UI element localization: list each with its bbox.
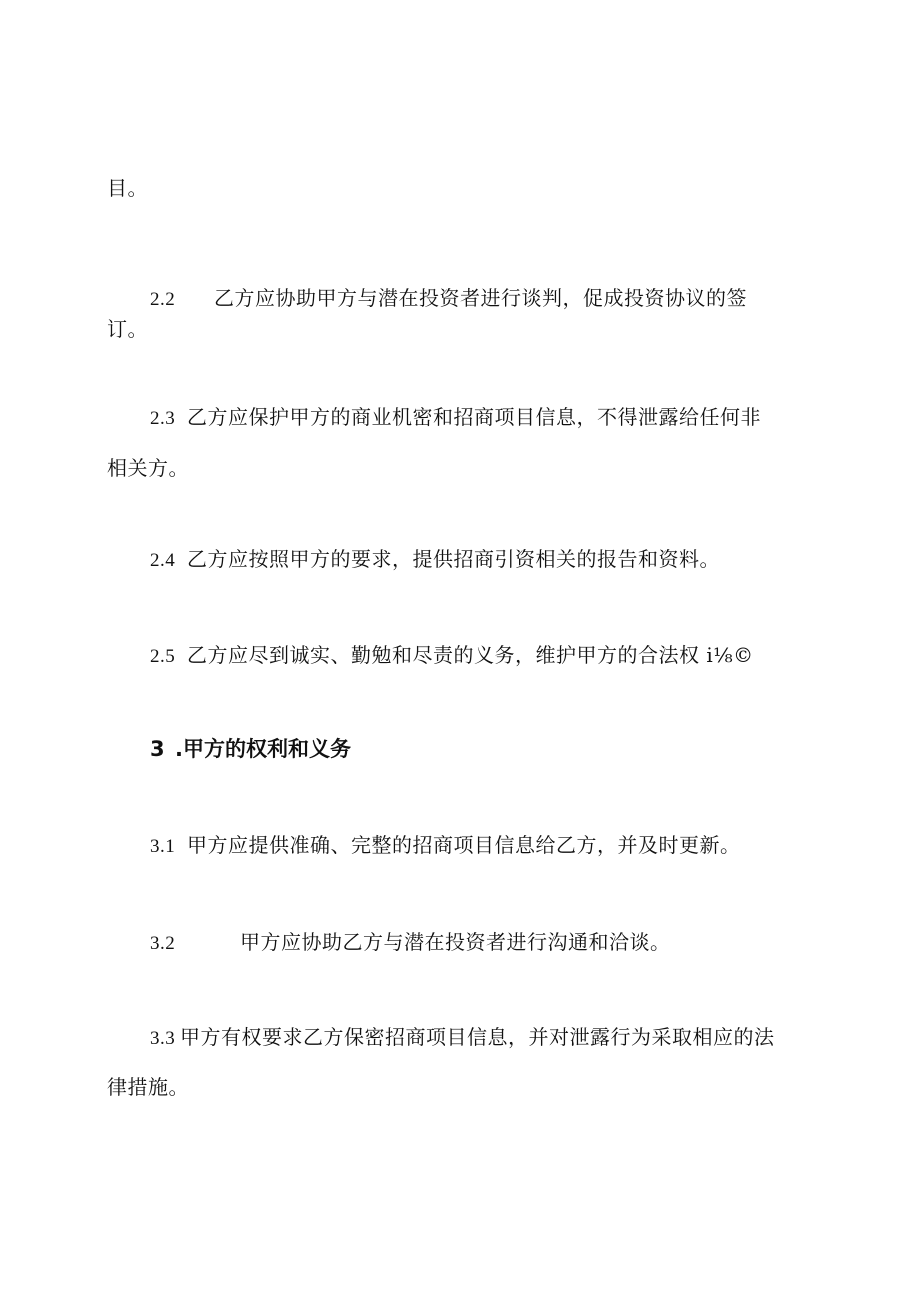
clause-2-5-line-1 [150,643,754,669]
clause-text-continued: 律措施。 [107,1075,189,1099]
section-3-heading [150,736,351,762]
clause-number: 2.2 [150,289,176,310]
clause-2-3-line-2 [107,456,189,480]
clause-3-1-line-1 [150,833,741,859]
clause-number: 3.1 [150,836,176,857]
clause-text: 甲方有权要求乙方保密招商项目信息，并对泄露行为采取相应的法 [180,1025,775,1049]
clause-text: 甲方应提供准确、完整的招商项目信息给乙方，并及时更新。 [187,833,741,857]
section-title: .甲方的权利和义务 [175,737,351,761]
clause-2-3-line-1 [150,405,761,431]
clause-3-3-line-2 [107,1075,189,1099]
clause-number: 2.4 [150,550,176,571]
clause-text: 甲方应协助乙方与潜在投资者进行沟通和洽谈。 [240,930,671,954]
clause-number: 3.3 [150,1028,176,1049]
clause-number: 3.2 [150,933,176,954]
clause-2-2-line-2 [107,317,148,341]
clause-text: 乙方应尽到诚实、勤勉和尽责的义务，维护甲方的合法权 i⅛© [187,643,754,667]
clause-text-continued: 订。 [107,317,148,341]
clause-2-4-line-1 [150,547,720,573]
paragraph-text: 目。 [107,176,148,200]
paragraph-tail [107,176,148,200]
clause-text: 乙方应按照甲方的要求，提供招商引资相关的报告和资料。 [187,547,720,571]
clause-3-2-line-1 [150,930,671,956]
clause-number: 2.3 [150,408,176,429]
clause-text: 乙方应保护甲方的商业机密和招商项目信息，不得泄露给任何非 [187,405,761,429]
clause-text-continued: 相关方。 [107,456,189,480]
clause-number: 2.5 [150,646,176,667]
clause-text: 乙方应协助甲方与潜在投资者进行谈判，促成投资协议的签 [214,286,747,310]
clause-3-3-line-1 [150,1025,775,1051]
clause-2-2-line-1 [150,286,747,312]
section-number: 3 [150,737,165,761]
